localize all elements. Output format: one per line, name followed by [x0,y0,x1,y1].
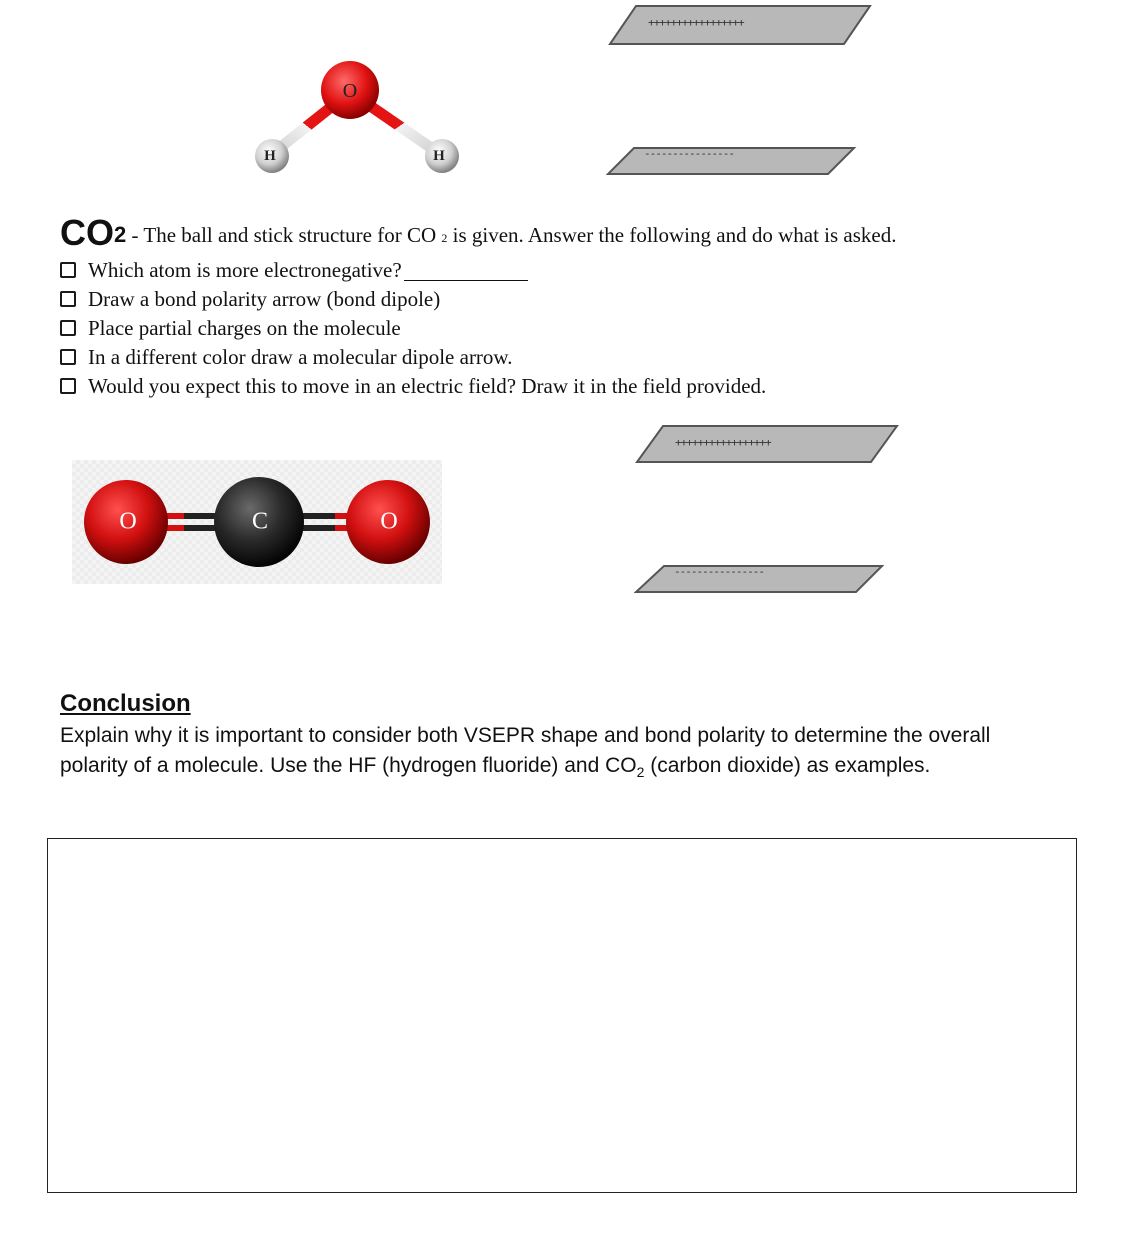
task-checklist [60,256,766,401]
checkbox-icon[interactable] [60,320,76,336]
conclusion-prompt [60,721,1070,787]
hydrogen-label-left: H [264,148,276,164]
positive-charge-label: +++++++++++++++++ [675,436,771,449]
conclusion-line-2: polarity of a molecule. Use the HF (hydrogen fluoride) and $CO_2$ (carbon dioxide) as examples. [60,754,931,781]
conclusion-line-1: Explain why it is important to consider both VSEPR shape and bond polarity to determine the overall [60,724,991,747]
water-molecule-image [240,52,490,182]
checkbox-icon[interactable] [60,349,76,365]
answer-blank[interactable] [404,260,528,281]
co2-formula: CO [60,212,114,253]
task-item: In a different color draw a molecular dipole arrow. [60,343,766,372]
co2-intro: - The ball and stick structure for CO 2 is given. Answer the following and do what is asked. [126,223,897,247]
co2-heading [60,212,896,254]
hydrogen-label-right: H [433,148,445,164]
negative-charge-label: ---------------- [674,565,764,578]
positive-charge-label: +++++++++++++++++ [648,16,744,29]
oxygen-label: O [342,80,358,102]
carbon-label: C [251,508,269,535]
negative-plate-water [606,146,876,194]
answer-box[interactable] [47,838,1077,1193]
oxygen-label-left: O [119,508,137,535]
checkbox-icon[interactable] [60,262,76,278]
co2-molecule-image [72,460,442,584]
co2-formula-subscript: 2 [114,222,127,247]
negative-charge-label: ---------------- [644,147,734,160]
task-item: Would you expect this to move in an electric field? Draw it in the field provided. [60,372,766,401]
oxygen-label-right: O [380,508,398,535]
conclusion-title: Conclusion [60,690,191,717]
task-item: Place partial charges on the molecule [60,314,766,343]
negative-plate-co2 [634,564,904,612]
checkbox-icon[interactable] [60,378,76,394]
task-item: Draw a bond polarity arrow (bond dipole) [60,285,766,314]
checkbox-icon[interactable] [60,291,76,307]
positive-plate-water [608,4,878,52]
positive-plate-co2 [635,424,905,472]
task-item: Which atom is more electronegative? [60,256,766,285]
